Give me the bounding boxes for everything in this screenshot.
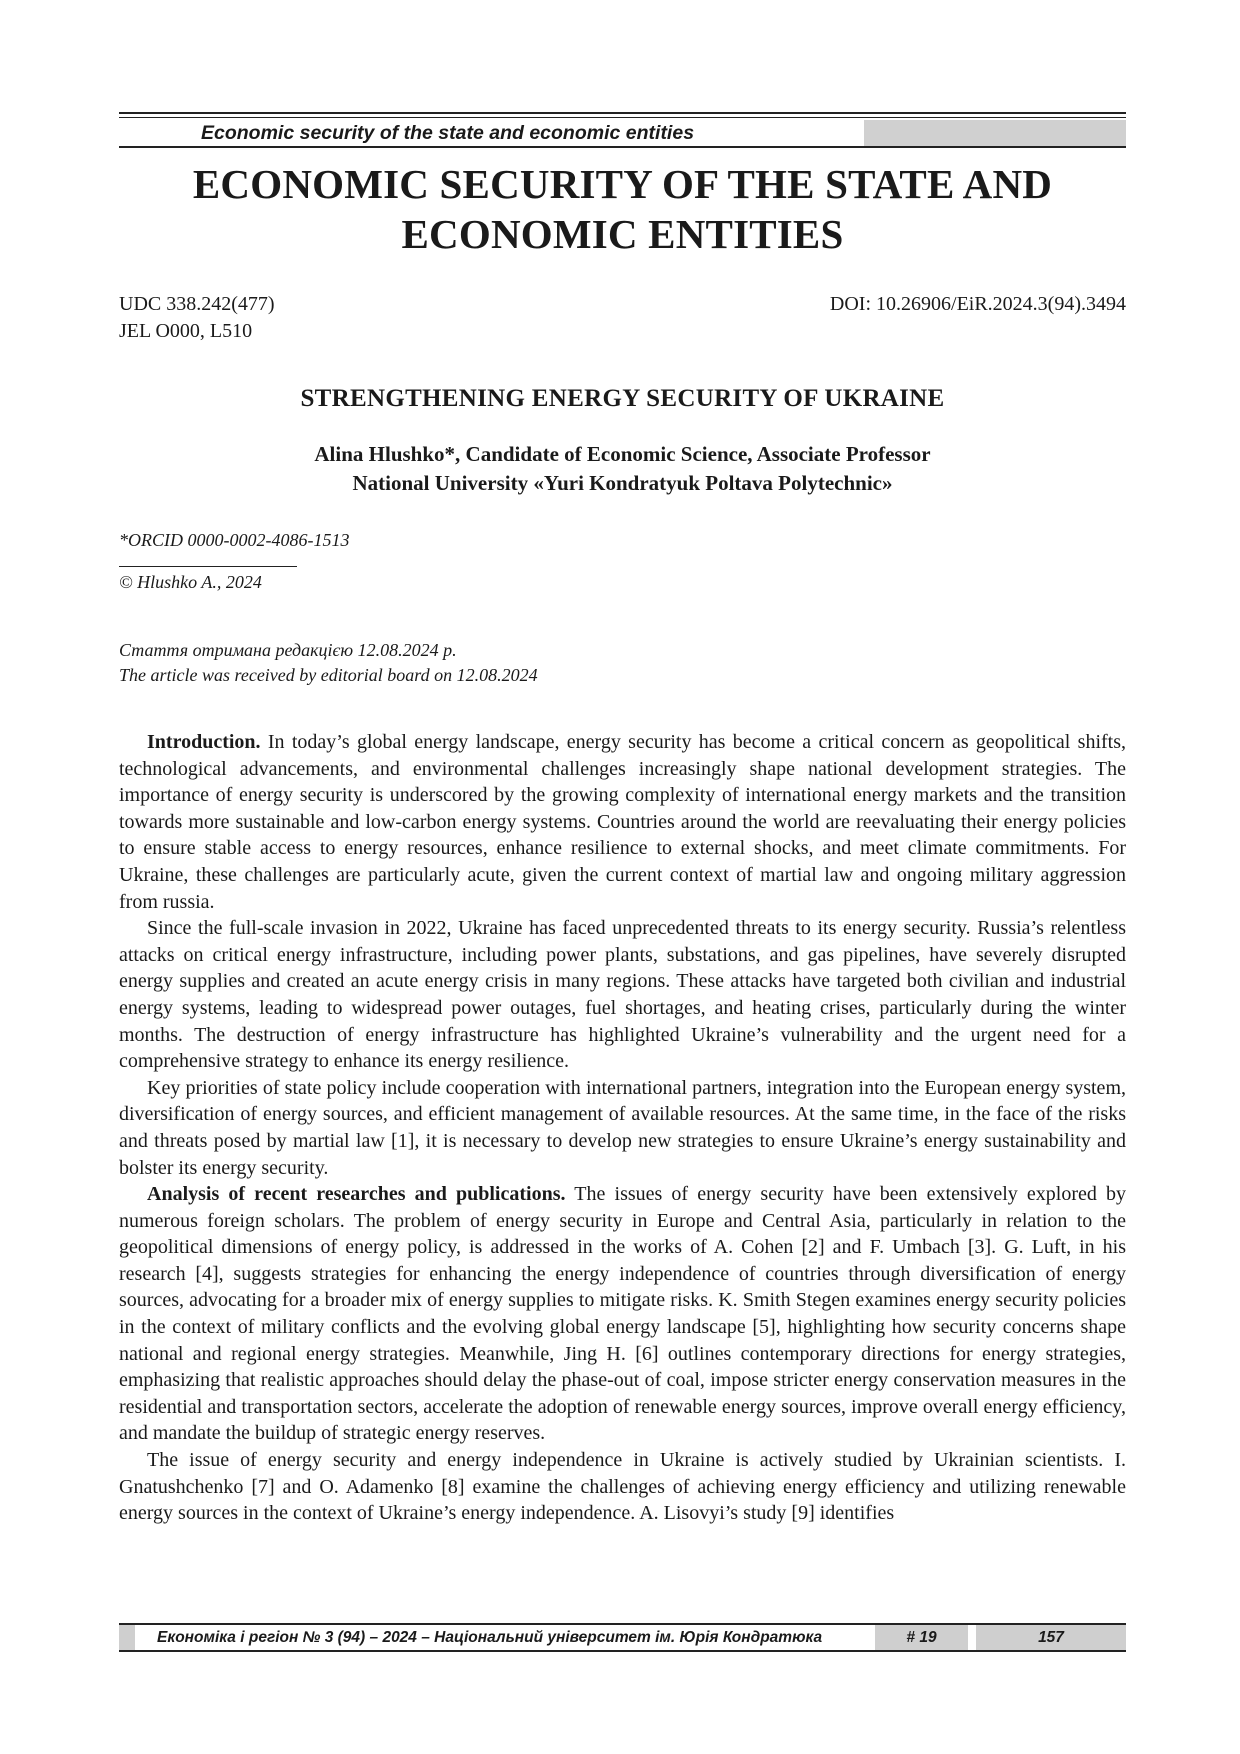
received-uk: Стаття отримана редакцією 12.08.2024 р. <box>119 640 457 660</box>
heading-analysis: Analysis of recent researches and publications. <box>147 1183 566 1206</box>
author-block <box>119 440 1126 498</box>
footnote-rule <box>119 566 297 567</box>
paragraph: Key priorities of state policy include cooperation with international partners, integration into the European energy system, diversification of energy sources, and efficient management of available resources. At the same time, in the face of the risks and threats posed by martial law [1], it is necessary to develop new strategies to ensure Ukraine’s energy sustainability and bolster its energy security. <box>119 1076 1126 1179</box>
footer-journal: Економіка і регіон № 3 (94) – 2024 – Національний університет ім. Юрія Кондратюка <box>157 1629 823 1646</box>
section-title: ECONOMIC SECURITY OF THE STATE AND ECONOMIC ENTITIES <box>192 161 1053 257</box>
article-body <box>119 729 1126 1527</box>
footer-gray-band <box>119 1625 135 1650</box>
page-footer <box>119 1623 1126 1652</box>
page-number: 157 <box>976 1625 1126 1650</box>
affiliation-line: National University «Yuri Kondratyuk Poltava Polytechnic» <box>352 471 893 495</box>
orcid: *ORCID 0000-0002-4086-1513 <box>119 530 350 550</box>
article-metadata <box>119 291 1126 345</box>
author-line: Alina Hlushko*, Candidate of Economic Science, Associate Professor <box>314 442 931 466</box>
received-date <box>119 638 1126 688</box>
received-en: The article was received by editorial board on 12.08.2024 <box>119 665 538 685</box>
doi: DOI: 10.26906/EiR.2024.3(94).3494 <box>829 293 1126 315</box>
paragraph: Since the full-scale invasion in 2022, Ukraine has faced unprecedented threats to its energy security. Russia’s relentless attacks on critical energy infrastructure, including power plants, substations, and gas pipelines, have severely disrupted energy supplies and created an acute energy crisis in many regions. These attacks have targeted both civilian and industrial energy systems, leading to widespread power outages, fuel shortages, and heating crises, particularly during the winter months. The destruction of energy infrastructure has highlighted Ukraine’s vulnerability and the urgent need for a comprehensive strategy to enhance its energy resilience. <box>119 917 1126 1073</box>
header-rule <box>119 112 1126 120</box>
heading-introduction: Introduction. <box>147 731 261 753</box>
running-header <box>119 120 1126 148</box>
header-gray-band <box>864 120 1126 146</box>
footer-issue: # 19 <box>875 1625 968 1650</box>
copyright: © Hlushko A., 2024 <box>119 572 262 592</box>
jel-code: JEL O000, L510 <box>119 320 253 342</box>
article-title: STRENGTHENING ENERGY SECURITY OF UKRAINE <box>300 385 945 412</box>
journal-page <box>119 112 1126 1527</box>
running-title: Economic security of the state and economic entities <box>201 122 695 144</box>
udc-code: UDC 338.242(477) <box>119 293 275 315</box>
paragraph: The issue of energy security and energy independence in Ukraine is actively studied by Ukrainian scientists. I. Gnatushchenko [7] and O. Adamenko [8] examine the challenges of achieving energy efficiency and utilizing renewable energy sources in the context of Ukraine’s energy independence. A. Lisovyi’s study [9] identifies <box>119 1449 1126 1525</box>
paragraph-introduction: Introduction. In today’s global energy landscape, energy security has become a critical concern as geopolitical shifts, technological advancements, and environmental challenges increasingly shape national development strategies. The importance of energy security is underscored by the growing complexity of international energy markets and the transition towards more sustainable and low-carbon energy systems. Countries around the world are reevaluating their energy policies to ensure stable access to energy resources, enhance resilience to external shocks, and meet climate commitments. For Ukraine, these challenges are particularly acute, given the current context of martial law and ongoing military aggression from russia. <box>119 731 1126 913</box>
paragraph-analysis: Analysis of recent researches and publications. The issues of energy security have been extensively explored by numerous foreign scholars. The problem of energy security in Europe and Central Asia, particularly in relation to the geopolitical dimensions of energy policy, is addressed in the works of A. Cohen [2] and F. Umbach [3]. G. Luft, in his research [4], suggests strategies for enhancing the energy independence of countries through diversification of energy sources, advocating for a broader mix of energy supplies to mitigate risks. K. Smith Stegen examines energy security policies in the context of military conflicts and the evolving global energy landscape [5], highlighting how security concerns shape national and regional energy strategies. Meanwhile, Jing H. [6] outlines contemporary directions for energy strategies, emphasizing that realistic approaches should delay the phase-out of coal, impose stricter energy conservation measures in the residential and transportation sectors, accelerate the adoption of renewable energy sources, improve overall energy efficiency, and mandate the buildup of strategic energy reserves. <box>119 1183 1126 1445</box>
